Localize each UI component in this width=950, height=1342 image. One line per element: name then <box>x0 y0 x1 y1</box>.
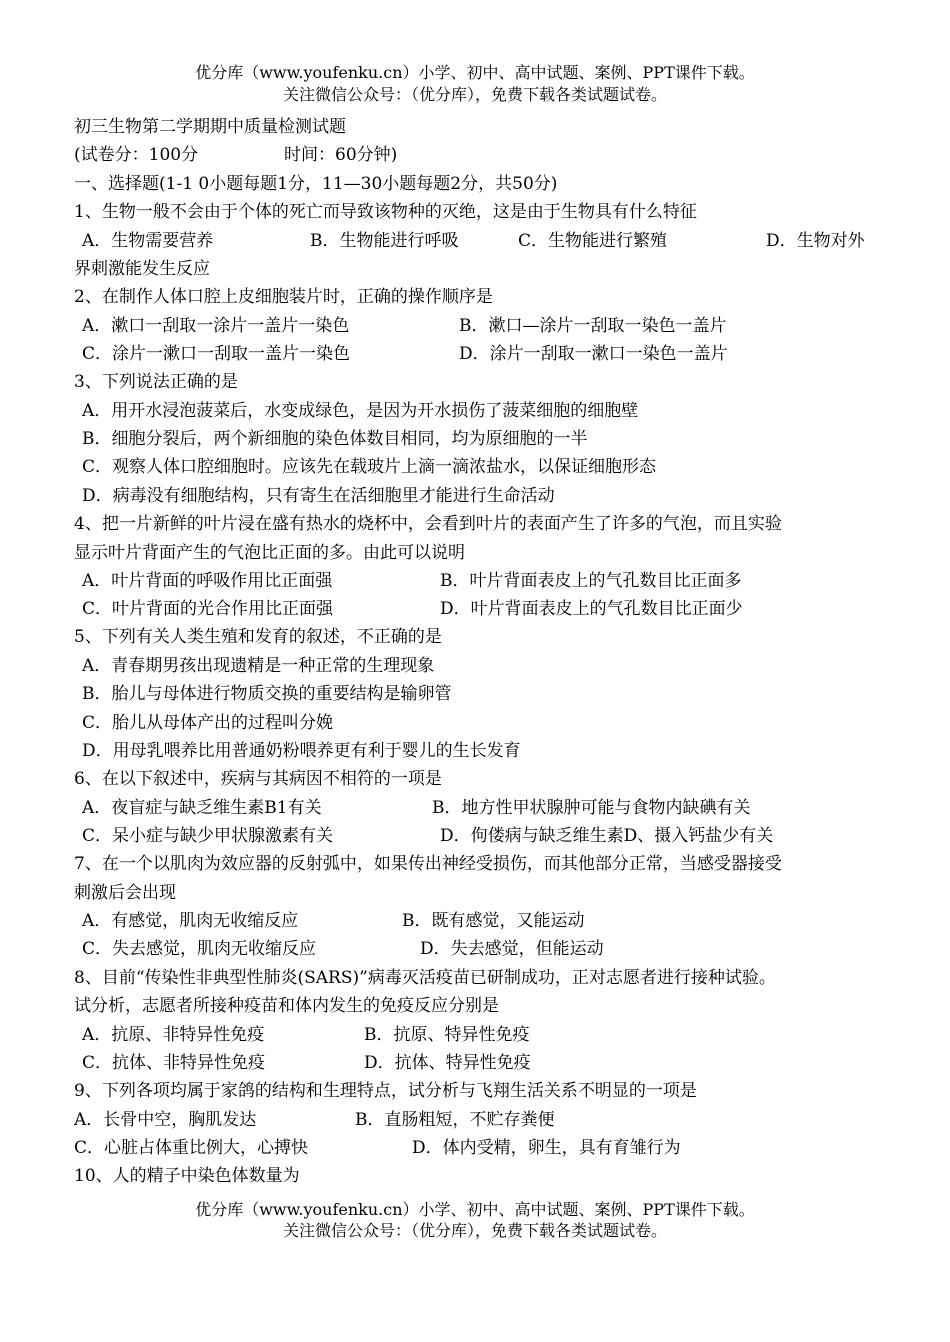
question-1-stem: 1、生物一般不会由于个体的死亡而导致该物种的灭绝，这是由于生物具有什么特征 <box>74 202 697 222</box>
question-2-option-a: A．漱口一刮取一涂片一盖片一染色 <box>82 316 350 336</box>
question-3-option-d: D．病毒没有细胞结构，只有寄生在活细胞里才能进行生命活动 <box>82 486 555 506</box>
question-1-option-d: D．生物对外 <box>766 231 865 251</box>
question-6-option-a: A．夜盲症与缺乏维生素B1有关 <box>82 798 322 818</box>
question-6-option-d: D．佝偻病与缺乏维生素D、摄入钙盐少有关 <box>440 826 774 846</box>
question-5-option-a: A．青春期男孩出现遗精是一种正常的生理现象 <box>82 656 435 676</box>
question-4-stem-continued: 显示叶片背面产生的气泡比正面的多。由此可以说明 <box>74 543 465 563</box>
question-9-option-b: B．直肠粗短，不贮存粪便 <box>355 1110 555 1130</box>
question-8-stem-continued: 试分析，志愿者所接种疫苗和体内发生的免疫反应分别是 <box>74 996 499 1016</box>
question-4-option-c: C．叶片背面的光合作用比正面强 <box>82 599 334 619</box>
question-8-option-c: C．抗体、非特异性免疫 <box>82 1053 266 1073</box>
question-1-option-d-continued: 界刺激能发生反应 <box>74 259 210 279</box>
question-7-option-b: B．既有感觉，又能运动 <box>402 911 585 931</box>
question-7-stem: 7、在一个以肌肉为效应器的反射弧中，如果传出神经受损伤，而其他部分正常，当感受器接受 <box>74 854 782 874</box>
question-9-option-c: C．心脏占体重比例大，心搏快 <box>74 1138 309 1158</box>
question-10-stem: 10、人的精子中染色体数量为 <box>74 1166 300 1186</box>
question-6-option-b: B．地方性甲状腺肿可能与食物内缺碘有关 <box>432 798 751 818</box>
footer-line-1: 优分库（www.youfenku.cn）小学、初中、高中试题、案例、PPT课件下载。 <box>195 1200 755 1219</box>
question-1-option-b: B．生物能进行呼吸 <box>310 231 459 251</box>
question-6-option-c: C．呆小症与缺少甲状腺激素有关 <box>82 826 334 846</box>
question-7-option-a: A．有感觉，肌肉无收缩反应 <box>82 911 299 931</box>
header-line-2: 关注微信公众号：（优分库），免费下载各类试题试卷。 <box>282 85 667 104</box>
exam-title: 初三生物第二学期期中质量检测试题 <box>74 117 346 137</box>
question-3-option-a: A．用开水浸泡菠菜后，水变成绿色，是因为开水损伤了菠菜细胞的细胞壁 <box>82 401 639 421</box>
question-5-option-d: D．用母乳喂养比用普通奶粉喂养更有利于婴儿的生长发育 <box>82 741 521 761</box>
question-5-option-b: B．胎儿与母体进行物质交换的重要结构是输卵管 <box>82 684 452 704</box>
question-6-stem: 6、在以下叙述中，疾病与其病因不相符的一项是 <box>74 769 442 789</box>
question-4-option-d: D．叶片背面表皮上的气孔数目比正面少 <box>440 599 743 619</box>
question-9-option-d: D．体内受精，卵生，具有育雏行为 <box>412 1138 681 1158</box>
question-9-option-a: A．长骨中空，胸肌发达 <box>74 1110 257 1130</box>
question-9-stem: 9、下列各项均属于家鸽的结构和生理特点，试分析与飞翔生活关系不明显的一项是 <box>74 1081 697 1101</box>
question-3-stem: 3、下列说法正确的是 <box>74 372 238 392</box>
question-8-stem: 8、目前“传染性非典型性肺炎(SARS)”病毒灭活疫苗已研制成功，正对志愿者进行接种试验。 <box>74 968 776 988</box>
question-2-option-c: C．涂片一漱口一刮取一盖片一染色 <box>82 344 351 364</box>
question-8-option-a: A．抗原、非特异性免疫 <box>82 1025 265 1045</box>
question-2-option-d: D．涂片一刮取一漱口一染色一盖片 <box>459 344 728 364</box>
question-8-option-b: B．抗原、特异性免疫 <box>364 1025 530 1045</box>
header-line-1: 优分库（www.youfenku.cn）小学、初中、高中试题、案例、PPT课件下载。 <box>195 63 755 82</box>
question-2-stem: 2、在制作人体口腔上皮细胞装片时，正确的操作顺序是 <box>74 287 493 307</box>
section-1-heading: 一、选择题(1-1 0小题每题1分，11—30小题每题2分，共50分) <box>74 174 558 194</box>
question-8-option-d: D．抗体、特异性免疫 <box>364 1053 531 1073</box>
question-4-option-a: A．叶片背面的呼吸作用比正面强 <box>82 571 333 591</box>
footer-line-2: 关注微信公众号：（优分库），免费下载各类试题试卷。 <box>282 1221 667 1240</box>
question-3-option-b: B．细胞分裂后，两个新细胞的染色体数目相同，均为原细胞的一半 <box>82 429 588 449</box>
question-7-stem-continued: 刺激后会出现 <box>74 883 176 903</box>
exam-score: (试卷分：100分 <box>74 145 199 165</box>
question-2-option-b: B．漱口—涂片一刮取一染色一盖片 <box>459 316 727 336</box>
question-7-option-d: D．失去感觉，但能运动 <box>420 939 604 959</box>
question-4-option-b: B．叶片背面表皮上的气孔数目比正面多 <box>440 571 742 591</box>
question-4-stem: 4、把一片新鲜的叶片浸在盛有热水的烧杯中，会看到叶片的表面产生了许多的气泡，而且实验 <box>74 514 782 534</box>
question-5-stem: 5、下列有关人类生殖和发育的叙述，不正确的是 <box>74 627 442 647</box>
question-1-option-c: C．生物能进行繁殖 <box>518 231 668 251</box>
question-3-option-c: C．观察人体口腔细胞时。应该先在载玻片上滴一滴浓盐水，以保证细胞形态 <box>82 457 657 477</box>
exam-time: 时间：60分钟) <box>284 145 398 165</box>
question-7-option-c: C．失去感觉，肌肉无收缩反应 <box>82 939 317 959</box>
question-1-option-a: A．生物需要营养 <box>82 231 214 251</box>
question-5-option-c: C．胎儿从母体产出的过程叫分娩 <box>82 713 334 733</box>
